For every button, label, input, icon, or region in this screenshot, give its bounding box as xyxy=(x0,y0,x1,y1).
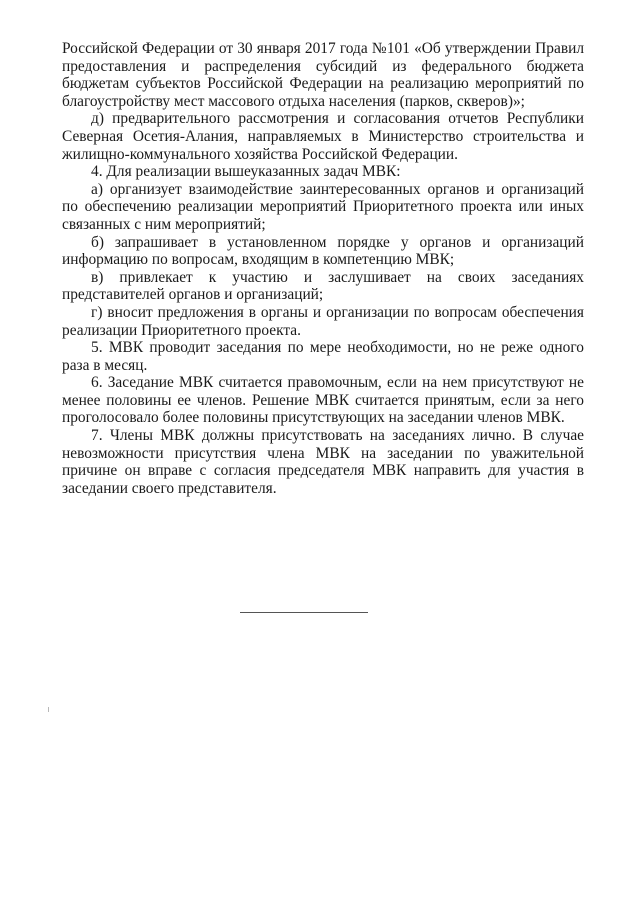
paragraph-item-a: а) организует взаимодействие заинтересованных органов и организаций по обеспечению реализации мероприятий Приоритетного проекта или иных связанных с ним мероприятий; xyxy=(62,180,584,233)
document-body xyxy=(62,40,584,497)
paragraph-section-7: 7. Члены МВК должны присутствовать на заседаниях лично. В случае невозможности присутствия члена МВК на заседании по уважительной причине он вправе с согласия председателя МВК направить для участия в заседании своего представителя. xyxy=(62,427,584,497)
paragraph-section-5: 5. МВК проводит заседания по мере необходимости, но не реже одного раза в месяц. xyxy=(62,339,584,374)
paragraph-section-4: 4. Для реализации вышеуказанных задач МВК: xyxy=(91,163,401,181)
paragraph-item-d: д) предварительного рассмотрения и согласования отчетов Республики Северная Осетия-Алания, направляемых в Министерство строительства и жилищно-коммунального хозяйства Российской Федерации. xyxy=(62,110,584,163)
paragraph-item-b: б) запрашивает в установленном порядке у органов и организаций информацию по вопросам, входящим в компетенцию МВК; xyxy=(62,233,584,269)
paragraph-item-g: г) вносит предложения в органы и организации по вопросам обеспечения реализации Приоритетного проекта. xyxy=(62,303,584,339)
paragraph-section-6: 6. Заседание МВК считается правомочным, если на нем присутствуют не менее половины ее членов. Решение МВК считается принятым, если за него проголосовало более половины присутствующих на заседании членов МВК. xyxy=(62,374,584,427)
scan-artifact xyxy=(48,707,49,712)
paragraph-item-v: в) привлекает к участию и заслушивает на своих заседаниях представителей органов и организаций; xyxy=(62,268,584,304)
paragraph-continuation: Российской Федерации от 30 января 2017 года №101 «Об утверждении Правил предоставления и распределения субсидий из федерального бюджета бюджетам субъектов Российской Федерации на реализацию мероприятий по благоустройству мест массового отдыха населения (парков, скверов)»; xyxy=(62,40,584,110)
closing-divider xyxy=(240,612,368,613)
